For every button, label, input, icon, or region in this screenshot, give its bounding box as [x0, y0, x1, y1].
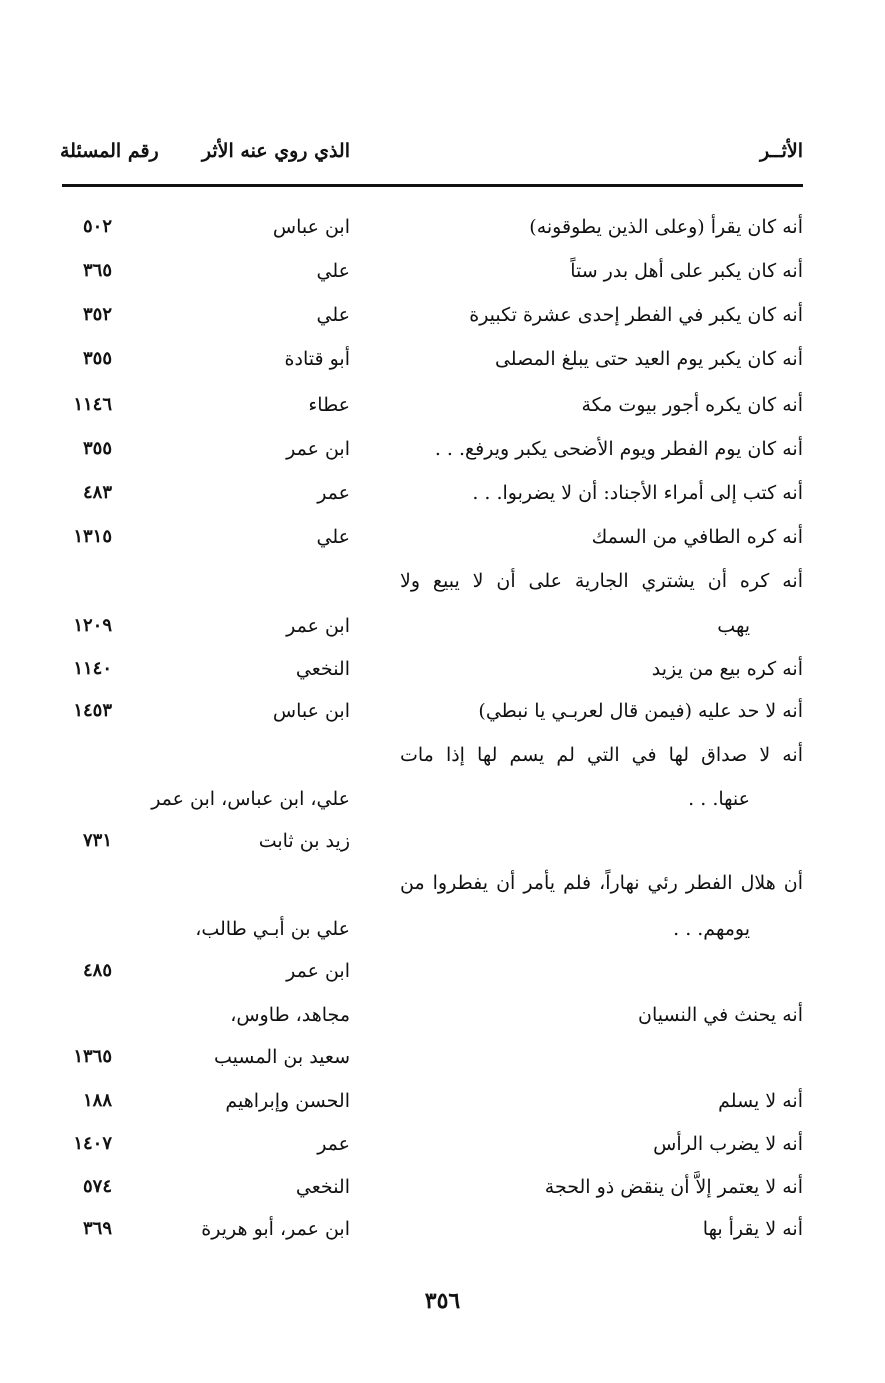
athar-text: أنه لا حد عليه (فيمن قال لعربـي يا نبطي) [478, 700, 803, 722]
issue-number: ١٤٠٧ [73, 1133, 112, 1154]
narrator: سعيد بن المسيب [213, 1046, 350, 1068]
narrator: ابن عمر [286, 438, 350, 460]
narrator: أبو قتادة [284, 348, 350, 370]
athar-text: أنه كان يقرأ (وعلى الذين يطوقونه) [529, 216, 803, 238]
header-athar: الأثــر [759, 140, 803, 162]
athar-text: أنه كره بيع من يزيد [651, 658, 803, 680]
issue-number: ٥٠٢ [82, 216, 112, 237]
athar-text: أنه كره الطافي من السمك [591, 526, 803, 548]
issue-number: ١٨٨ [82, 1090, 112, 1111]
header-issue-number: رقم المسئلة [60, 140, 159, 162]
athar-text: أنه لا يقرأ بها [702, 1218, 803, 1240]
narrator: ابن عمر [286, 615, 350, 637]
narrator: عطاء [308, 394, 350, 416]
issue-number: ٧٣١ [82, 830, 112, 851]
narrator: عمر [317, 482, 350, 504]
athar-text: أنه كان يكبر على أهل بدر ستاً [570, 260, 803, 282]
narrator: علي بن أبـي طالب، [195, 918, 350, 940]
athar-text: أنه كان يوم الفطر ويوم الأضحى يكبر ويرفع. . . [434, 438, 803, 460]
athar-text: أنه لا يسلم [718, 1090, 803, 1112]
issue-number: ٣٥٥ [82, 348, 112, 369]
narrator: علي، ابن عباس، ابن عمر [151, 788, 350, 810]
athar-text: أنه يحنث في النسيان [638, 1004, 803, 1026]
narrator: النخعي [295, 658, 350, 680]
athar-text-continuation: يهب [717, 615, 750, 637]
issue-number: ٣٥٥ [82, 438, 112, 459]
issue-number: ٣٦٩ [82, 1218, 112, 1239]
athar-text: أنه كره أن يشتري الجارية على أن لا يبيع ولا [400, 570, 803, 592]
issue-number: ١٣١٥ [73, 526, 112, 547]
issue-number: ١٢٠٩ [73, 615, 112, 636]
athar-text-continuation: عنها. . . [688, 788, 750, 810]
athar-text-continuation: يومهم. . . [673, 918, 750, 940]
narrator: زيد بن ثابت [258, 830, 350, 852]
narrator: ابن عباس [272, 216, 350, 238]
narrator: الحسن وإبراهيم [225, 1090, 350, 1112]
narrator: علي [316, 526, 350, 548]
issue-number: ٣٦٥ [82, 260, 112, 281]
narrator: علي [316, 304, 350, 326]
issue-number: ٤٨٣ [82, 482, 112, 503]
issue-number: ٤٨٥ [82, 960, 112, 981]
narrator: عمر [317, 1133, 350, 1155]
narrator: ابن عباس [272, 700, 350, 722]
issue-number: ١٤٥٣ [73, 700, 112, 721]
issue-number: ٥٧٤ [82, 1176, 112, 1197]
athar-text: أنه كان يكبر يوم العيد حتى يبلغ المصلى [494, 348, 803, 370]
issue-number: ١٣٦٥ [73, 1046, 112, 1067]
issue-number: ٣٥٢ [82, 304, 112, 325]
athar-text: أن هلال الفطر رئي نهاراً، فلم يأمر أن يفطروا من [400, 872, 803, 894]
athar-text: أنه كان يكبر في الفطر إحدى عشرة تكبيرة [469, 304, 803, 326]
header-narrator: الذي روي عنه الأثر [201, 140, 350, 162]
issue-number: ١١٤٦ [73, 394, 112, 415]
page-number: ٣٥٦ [424, 1288, 461, 1314]
athar-text: أنه كان يكره أجور بيوت مكة [581, 394, 803, 416]
athar-text: أنه لا يضرب الرأس [653, 1133, 803, 1155]
athar-text: أنه لا يعتمر إلاَّ أن ينقض ذو الحجة [544, 1176, 803, 1198]
narrator: علي [316, 260, 350, 282]
narrator: مجاهد، طاوس، [230, 1004, 350, 1026]
athar-text: أنه كتب إلى أمراء الأجناد: أن لا يضربوا. . . [472, 482, 803, 504]
header-rule [62, 184, 803, 187]
issue-number: ١١٤٠ [73, 658, 112, 679]
athar-text: أنه لا صداق لها في التي لم يسم لها إذا مات [400, 744, 803, 766]
narrator: ابن عمر، أبو هريرة [201, 1218, 350, 1240]
narrator: ابن عمر [286, 960, 350, 982]
narrator: النخعي [295, 1176, 350, 1198]
